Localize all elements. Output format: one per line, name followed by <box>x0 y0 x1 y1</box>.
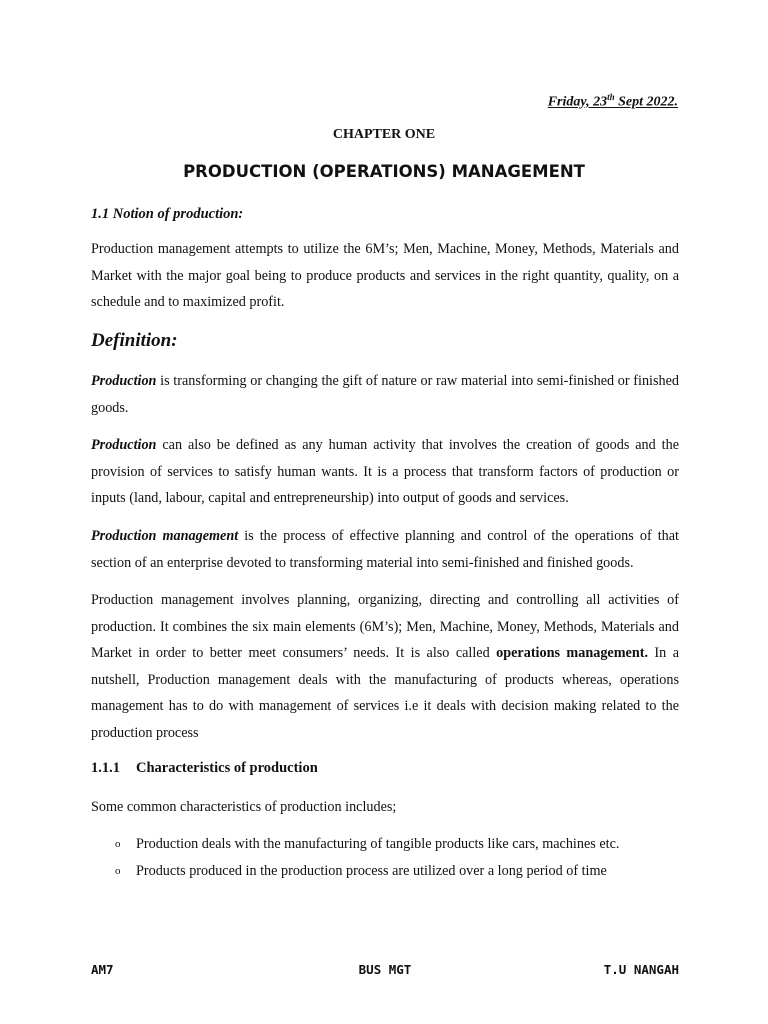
section-title: Characteristics of production <box>136 760 318 776</box>
section-number: 1.1.1 <box>91 760 120 776</box>
definition-heading: Definition: <box>91 330 178 351</box>
page-footer <box>91 962 679 980</box>
list-item-text: Products produced in the production process are utilized over a long period of time <box>136 863 607 879</box>
characteristics-heading <box>91 760 318 777</box>
bullet-marker: o <box>115 865 121 877</box>
document-date <box>548 92 678 111</box>
characteristics-intro: Some common characteristics of production includes; <box>91 799 397 815</box>
footer-right: T.U NANGAH <box>603 962 679 977</box>
definition-term: Production management <box>91 528 239 544</box>
date-main: Friday, 23 <box>547 94 608 110</box>
chapter-label: CHAPTER ONE <box>332 127 436 142</box>
footer-center: BUS MGT <box>358 962 412 977</box>
definition-text: is the process of effective planning and control of the operations of that section of an enterprise devoted to transforming material into semi-finished and finished goods. <box>91 528 679 571</box>
list-item <box>115 831 685 858</box>
notion-heading: 1.1 Notion of production: <box>91 206 244 222</box>
definition-term: Production <box>91 373 157 389</box>
paragraph-text: In a nutshell, Production management deals with the manufacturing of products whereas, operations management has to do with management of services i.e it deals with decision making related to the production process <box>91 645 679 741</box>
operations-management-term: operations management. <box>496 645 648 661</box>
production-management-paragraph <box>91 587 679 746</box>
footer-left: AM7 <box>91 962 114 977</box>
paragraph-text: Production management involves planning, organizing, directing and controlling all activities of production. It combines the six main elements (6M’s); Men, Machine, Money, Methods, Materials and Market in order to better meet consumers’ needs. It is also called <box>91 592 679 661</box>
bullet-marker: o <box>115 838 121 850</box>
notion-paragraph: Production management attempts to utilize the 6M’s; Men, Machine, Money, Methods, Materials and Market with the major goal being to produce products and services in the right quantity, quality, on a schedule and to maximized profit. <box>91 241 679 310</box>
definition-paragraph-1 <box>91 368 679 421</box>
date-superscript: th <box>607 92 615 102</box>
list-item <box>115 858 685 885</box>
list-item-text: Production deals with the manufacturing of tangible products like cars, machines etc. <box>136 836 620 852</box>
definition-term: Production <box>91 437 157 453</box>
date-rest: Sept 2022. <box>614 94 678 110</box>
definition-text: is transforming or changing the gift of nature or raw material into semi-finished or finished goods. <box>91 373 679 416</box>
definition-text: can also be defined as any human activity that involves the creation of goods and the provision of services to satisfy human wants. It is a process that transform factors of production or inputs (land, labour, capital and entrepreneurship) into output of goods and services. <box>91 437 679 506</box>
document-title: PRODUCTION (OPERATIONS) MANAGEMENT <box>183 162 585 181</box>
definition-paragraph-2 <box>91 432 679 512</box>
definition-paragraph-3 <box>91 523 679 576</box>
characteristics-list <box>115 831 685 885</box>
